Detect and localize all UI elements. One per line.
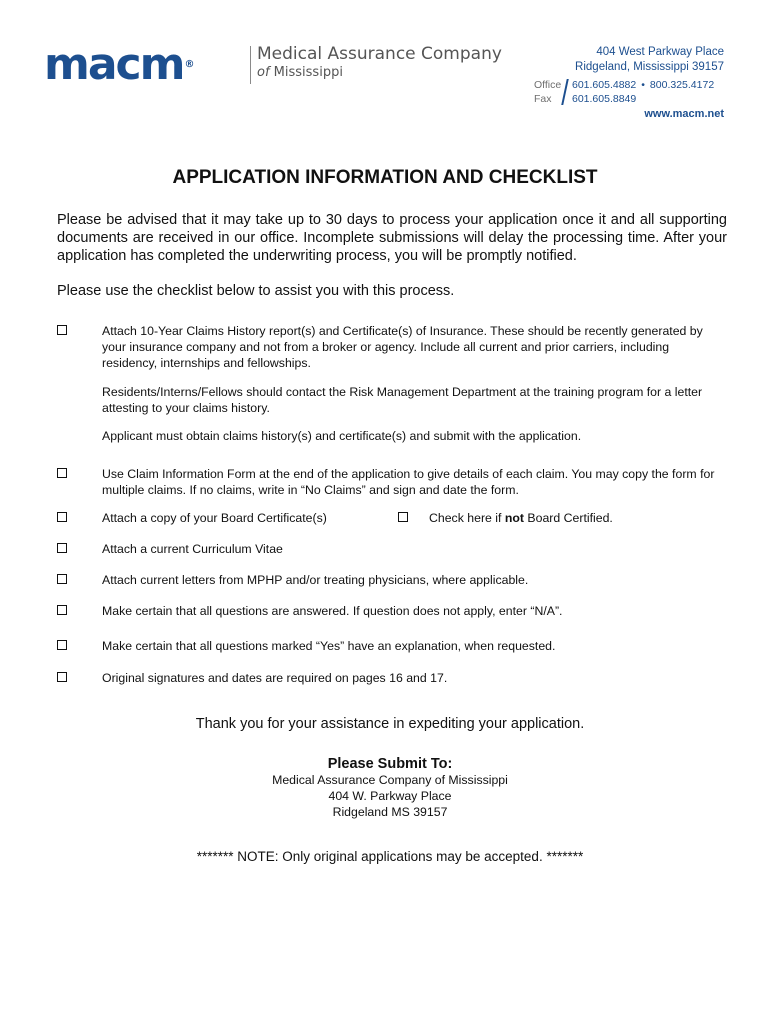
fax-label: Fax: [534, 93, 552, 105]
checklist-instruction: Please use the checklist below to assist you with this process.: [57, 283, 455, 299]
checklist-item-text: Make certain that all questions are answered. If question does not apply, enter “N/A”.: [102, 604, 563, 618]
bullet-separator: •: [641, 79, 645, 91]
website-link[interactable]: www.macm.net: [644, 108, 724, 120]
tollfree-phone: 800.325.4172: [649, 79, 715, 91]
page-title: APPLICATION INFORMATION AND CHECKLIST: [172, 167, 598, 188]
submit-address-line-3: Ridgeland MS 39157: [332, 805, 448, 819]
logo-company-state: of Mississippi: [257, 65, 343, 80]
contact-values: [572, 78, 714, 106]
logo-company-name: Medical Assurance Company: [257, 44, 502, 64]
contact-labels: [534, 78, 564, 106]
address-line-1: 404 West Parkway Place: [596, 46, 724, 58]
checkbox-letters[interactable]: [57, 574, 67, 584]
logo-divider: [250, 46, 251, 84]
checklist-item-text: Attach 10-Year Claims History report(s) and Certificate(s) of Insurance. These should be recently generated by your insurance company and not from a broker or agency. Include all current and prior carriers, including residency, internships and fellowships.: [102, 324, 703, 370]
checkbox-not-board-certified[interactable]: [398, 512, 408, 522]
checklist-note-residents: Residents/Interns/Fellows should contact the Risk Management Department at the training program for a letter attesting to your claims history.: [102, 385, 703, 415]
checklist-item-text: Attach a current Curriculum Vitae: [102, 542, 283, 556]
checklist-item-text: Use Claim Information Form at the end of the application to give details of each claim. You may copy the form for multiple claims. If no claims, write in “No Claims” and sign and date the form.: [102, 467, 715, 497]
checkbox-signatures[interactable]: [57, 672, 67, 682]
fax-number: 601.605.8849: [572, 93, 637, 105]
checkbox-board-certificate[interactable]: [57, 512, 67, 522]
submit-address-line-1: Medical Assurance Company of Mississippi: [272, 773, 508, 787]
office-label: Office: [534, 79, 562, 91]
checklist-item-text: Make certain that all questions marked “Yes” have an explanation, when requested.: [102, 639, 556, 653]
letterhead-address: [575, 45, 724, 75]
checkbox-curriculum-vitae[interactable]: [57, 543, 67, 553]
not-board-certified-label: Check here if not Board Certified.: [429, 511, 613, 525]
checklist-note-applicant: Applicant must obtain claims history(s) and certificate(s) and submit with the application.: [102, 429, 582, 443]
checklist-item-text: Attach current letters from MPHP and/or treating physicians, where applicable.: [102, 573, 529, 587]
checkbox-claim-form[interactable]: [57, 468, 67, 478]
submit-heading: Please Submit To:: [327, 756, 453, 772]
original-applications-note: ******* NOTE: Only original applications may be accepted. *******: [196, 849, 584, 864]
address-line-2: Ridgeland, Mississippi 39157: [575, 61, 724, 73]
checkbox-yes-explanations[interactable]: [57, 640, 67, 650]
checkbox-claims-history[interactable]: [57, 325, 67, 335]
intro-paragraph: Please be advised that it may take up to 30 days to process your application once it and all supporting documents are received in our office. Incomplete submissions will delay the processing time. After your application has completed the underwriting process, you will be promptly notified.: [57, 212, 727, 264]
logo-wordmark: macm®: [44, 39, 195, 90]
thank-you-text: Thank you for your assistance in expediting your application.: [195, 716, 585, 732]
checklist-item-text: Attach a copy of your Board Certificate(s): [102, 511, 327, 525]
office-phone: 601.605.4882: [572, 79, 637, 91]
checkbox-questions-answered[interactable]: [57, 605, 67, 615]
checklist-item-text: Original signatures and dates are required on pages 16 and 17.: [102, 671, 448, 685]
submit-address-line-2: 404 W. Parkway Place: [328, 789, 452, 803]
